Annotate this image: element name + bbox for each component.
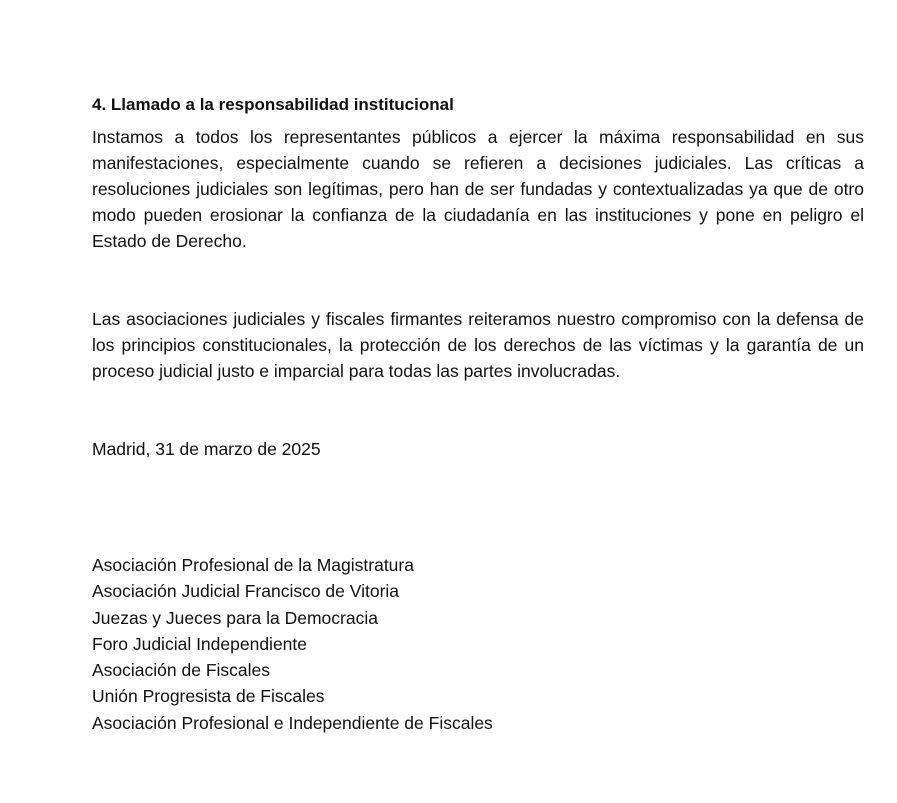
responsibility-paragraph: Instamos a todos los representantes públicos a ejercer la máxima responsabilidad en sus manifestaciones, especialmente cuando se refieren a decisiones judiciales. Las críticas a resoluciones judiciales son legítimas, pero han de ser fundadas y contextualizadas ya que de otro modo pueden erosionar la confianza de la ciudadanía en las instituciones y pone en peligro el Estado de Derecho. bbox=[92, 127, 864, 251]
signatory: Unión Progresista de Fiscales bbox=[92, 686, 325, 707]
signatory: Asociación de Fiscales bbox=[92, 660, 270, 681]
signatory: Asociación Judicial Francisco de Vitoria bbox=[92, 581, 400, 602]
signatory: Asociación Profesional de la Magistratura bbox=[92, 555, 414, 575]
signatory: Juezas y Jueces para la Democracia bbox=[92, 607, 378, 628]
section-heading: 4. Llamado a la responsabilidad institucional bbox=[92, 95, 454, 114]
signatory: Foro Judicial Independiente bbox=[92, 633, 308, 654]
date-line: Madrid, 31 de marzo de 2025 bbox=[92, 439, 321, 459]
signatory: Asociación Profesional e Independiente de Fiscales bbox=[92, 712, 493, 733]
signatories-list bbox=[92, 552, 864, 736]
document-page bbox=[92, 92, 864, 736]
commitment-paragraph: Las asociaciones judiciales y fiscales firmantes reiteramos nuestro compromiso con la defensa de los principios constitucionales, la protección de los derechos de las víctimas y la garantía de un proceso judicial justo e imparcial para todas las partes involucradas. bbox=[92, 309, 864, 381]
